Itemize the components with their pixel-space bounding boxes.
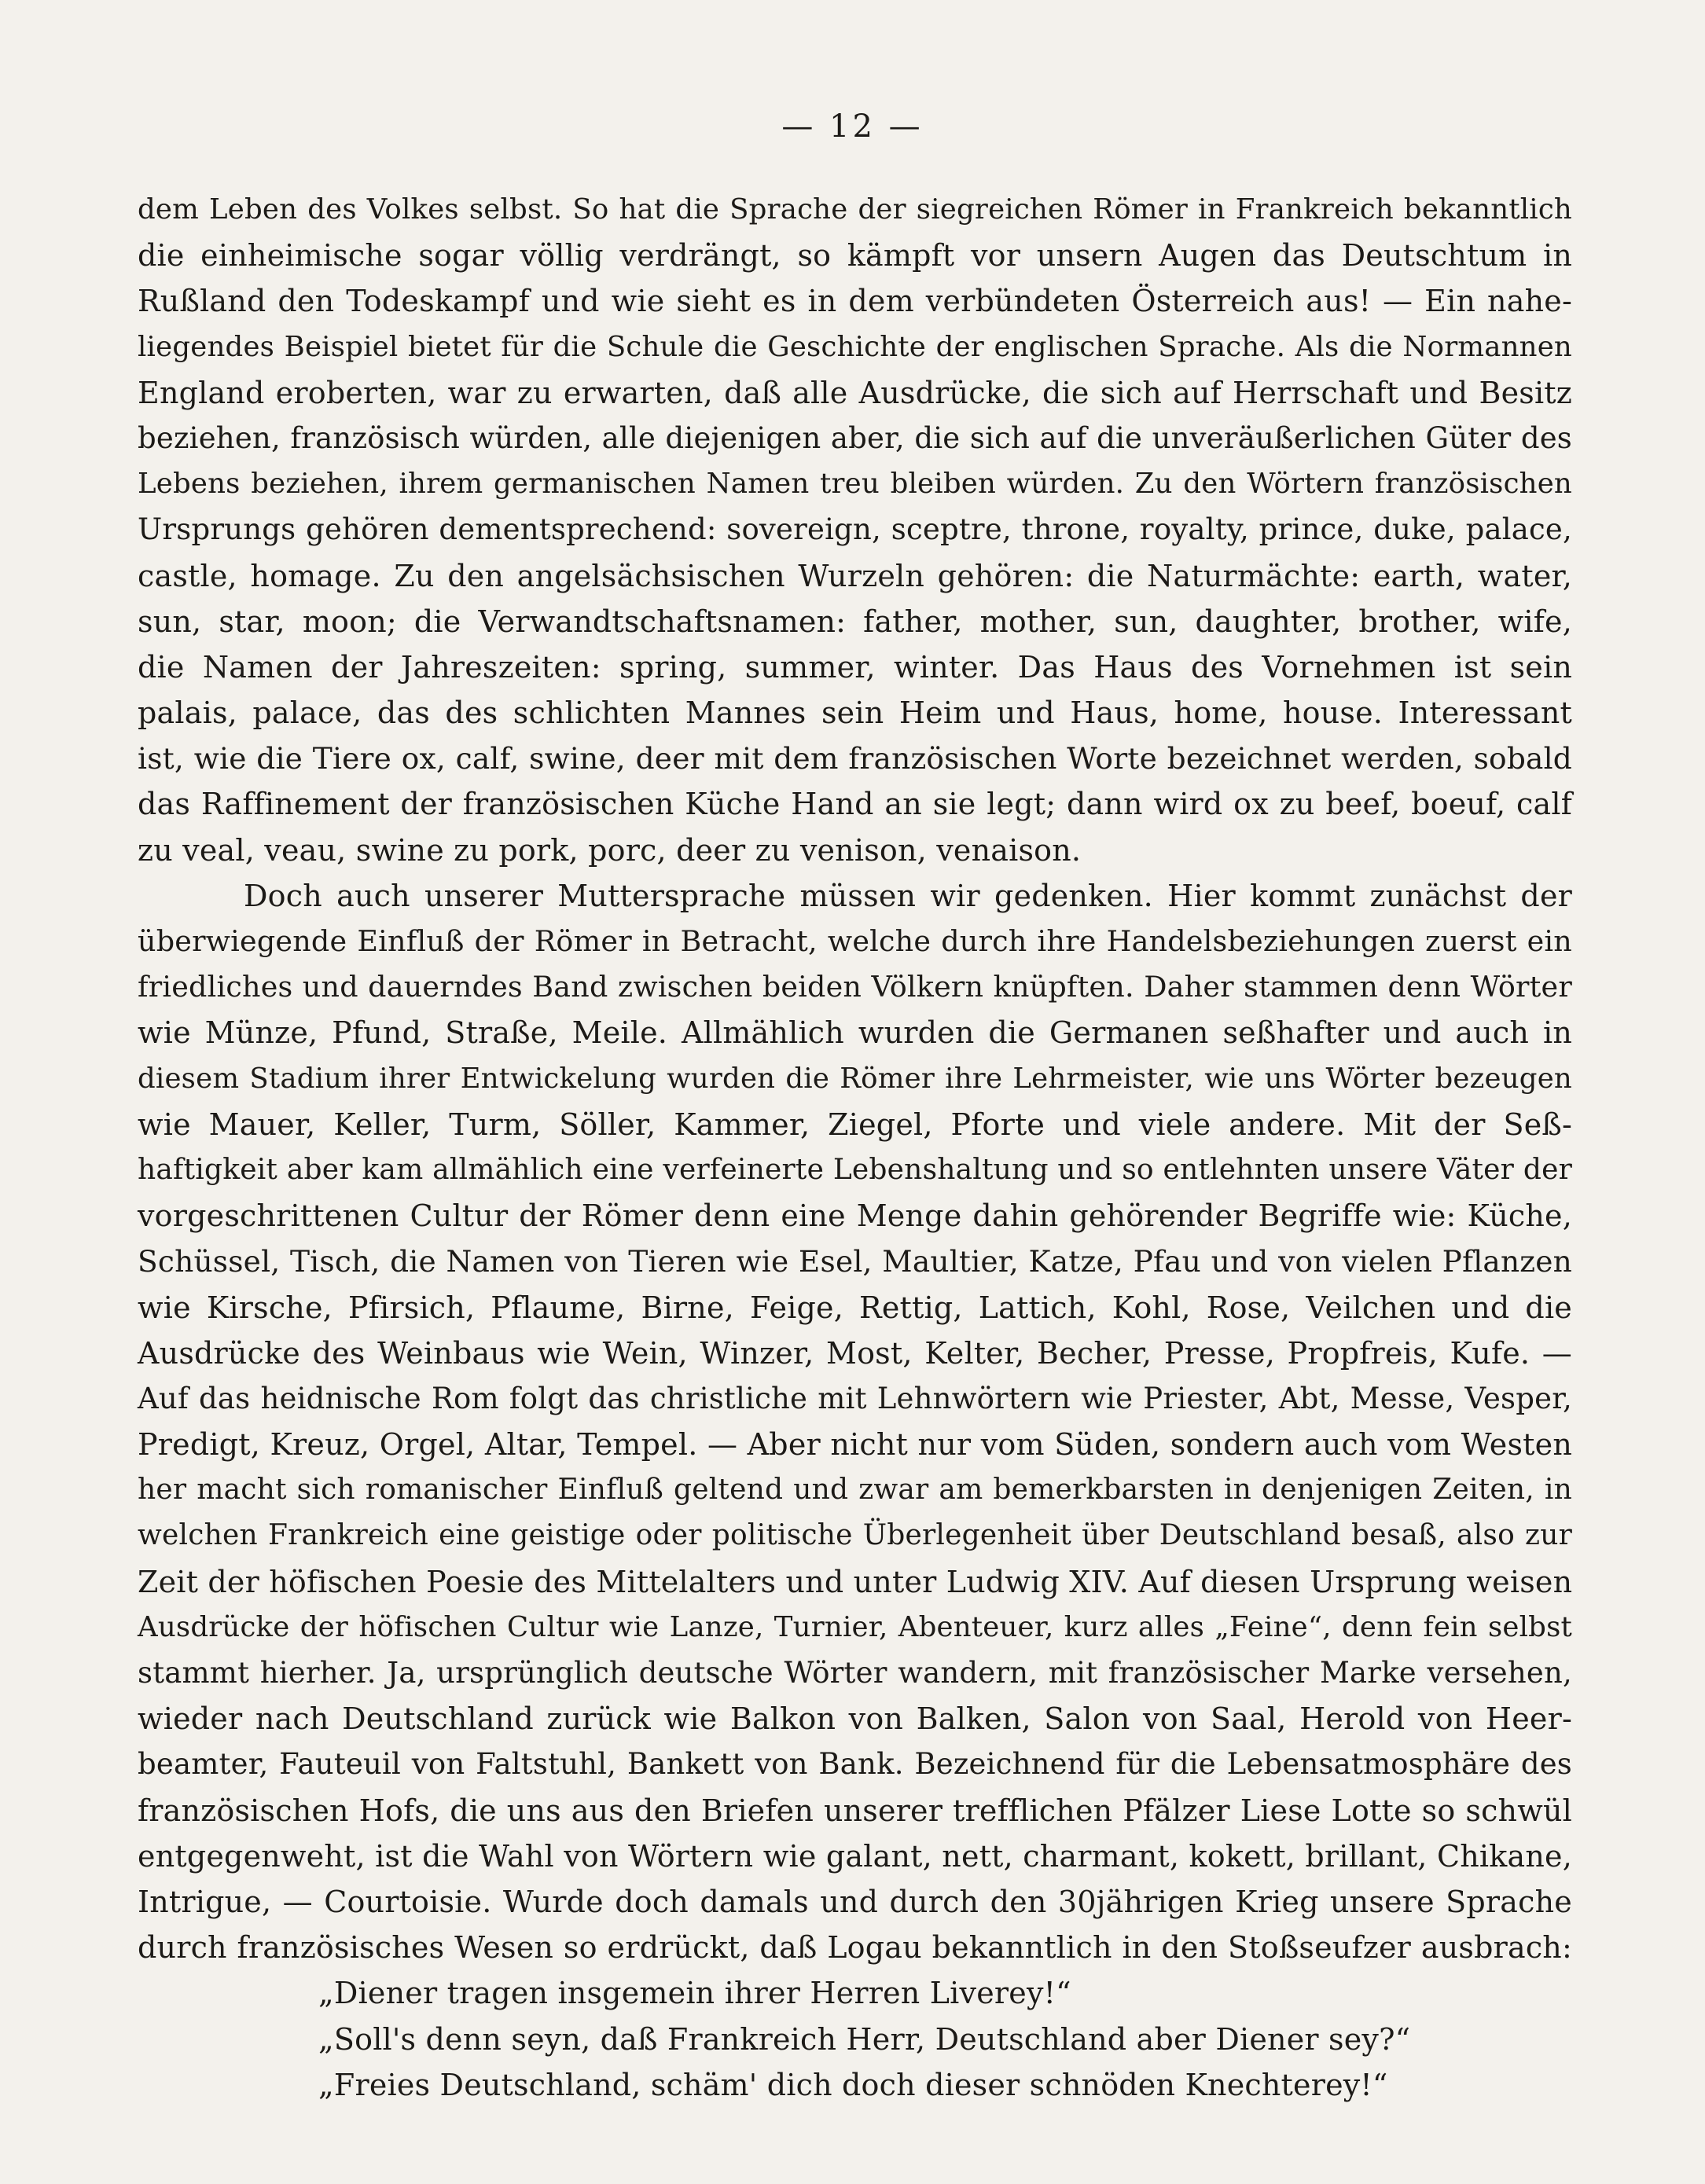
text-line: Zeit der höfischen Poesie des Mittelalters und unter Ludwig XIV. Auf diesen Ursprung weisen <box>138 1564 1573 1599</box>
text-line: Doch auch unserer Muttersprache müssen wir gedenken. Hier kommt zunächst der <box>244 878 1572 913</box>
text-line: vorgeschrittenen Cultur der Römer denn eine Menge dahin gehörender Begriffe wie: Küche, <box>138 1198 1572 1234</box>
text-line: beamter, Fauteuil von Faltstuhl, Bankett von Bank. Bezeichnend für die Lebensatmosphäre des <box>138 1747 1572 1782</box>
text-line: her macht sich romanischer Einfluß geltend und zwar am bemerkbarsten in denjenigen Zeiten, in <box>138 1474 1572 1507</box>
text-line: entgegenweht, ist die Wahl von Wörtern wie galant, nett, charmant, kokett, brillant, Chikane, <box>138 1838 1572 1874</box>
text-line: friedliches und dauerndes Band zwischen beiden Völkern knüpften. Daher stammen denn Wörter <box>138 970 1572 1004</box>
quote-line: „Soll's denn seyn, daß Frankreich Herr, Deutschland aber Diener sey?“ <box>318 2021 1411 2057</box>
text-line: Predigt, Kreuz, Orgel, Altar, Tempel. — Aber nicht nur vom Süden, sondern auch vom Westen <box>138 1427 1572 1463</box>
text-line: Lebens beziehen, ihrem germanischen Namen treu bleiben würden. Zu den Wörtern französischen <box>138 468 1572 501</box>
text-line: Auf das heidnische Rom folgt das christliche mit Lehnwörtern wie Priester, Abt, Messe, Vesper, <box>138 1381 1572 1415</box>
text-line: haftigkeit aber kam allmählich eine verfeinerte Lebenshaltung und so entlehnten unsere Väter der <box>138 1153 1572 1186</box>
text-line: das Raffinement der französischen Küche Hand an sie legt; dann wird ox zu beef, boeuf, calf <box>138 787 1572 822</box>
text-line: die Namen der Jahreszeiten: spring, summer, winter. Das Haus des Vornehmen ist sein <box>138 649 1572 685</box>
text-line: wie Kirsche, Pfirsich, Pflaume, Birne, Feige, Rettig, Lattich, Kohl, Rose, Veilchen und die <box>138 1290 1572 1325</box>
page-number: — 12 — <box>781 108 924 145</box>
text-line: wie Mauer, Keller, Turm, Söller, Kammer, Ziegel, Pforte und viele andere. Mit der Seß- <box>138 1107 1572 1142</box>
text-line: durch französisches Wesen so erdrückt, daß Logau bekanntlich in den Stoßseufzer ausbrach: <box>138 1930 1572 1966</box>
text-line: die einheimische sogar völlig verdrängt, so kämpft vor unsern Augen das Deutschtum in <box>138 238 1572 273</box>
text-line: dem Leben des Volkes selbst. So hat die Sprache der siegreichen Römer in Frankreich bekanntlich <box>138 193 1572 226</box>
text-line: England eroberten, war zu erwarten, daß alle Ausdrücke, die sich auf Herrschaft und Besitz <box>138 375 1572 410</box>
text-line: Rußland den Todeskampf und wie sieht es in dem verbündeten Österreich aus! — Ein nahe- <box>138 284 1572 319</box>
text-line: welchen Frankreich eine geistige oder politische Überlegenheit über Deutschland besaß, also zur <box>138 1519 1572 1552</box>
text-line: castle, homage. Zu den angelsächsischen Wurzeln gehören: die Naturmächte: earth, water, <box>138 558 1572 593</box>
text-line: sun, star, moon; die Verwandtschaftsnamen: father, mother, sun, daughter, brother, wife, <box>138 604 1572 639</box>
text-line: Schüssel, Tisch, die Namen von Tieren wie Esel, Maultier, Katze, Pfau und von vielen Pflanzen <box>138 1244 1572 1279</box>
text-line: ist, wie die Tiere ox, calf, swine, deer mit dem französischen Worte bezeichnet werden, sobald <box>138 741 1572 776</box>
quote-line: „Diener tragen insgemein ihrer Herren Liverey!“ <box>318 1976 1071 2011</box>
text-line: liegendes Beispiel bietet für die Schule die Geschichte der englischen Sprache. Als die Normannen <box>138 330 1572 363</box>
text-line: Intrigue, — Courtoisie. Wurde doch damals und durch den 30jährigen Krieg unsere Sprache <box>138 1884 1572 1919</box>
text-line: Ausdrücke des Weinbaus wie Wein, Winzer, Most, Kelter, Becher, Presse, Propfreis, Kufe. — <box>138 1335 1572 1371</box>
text-line: zu veal, veau, swine zu pork, porc, deer zu venison, venaison. <box>138 832 1082 868</box>
text-line: beziehen, französisch würden, alle diejenigen aber, die sich auf die unveräußerlichen Güter des <box>138 420 1572 455</box>
text-line: überwiegende Einfluß der Römer in Betracht, welche durch ihre Handelsbeziehungen zuerst ein <box>138 924 1572 958</box>
text-line: diesem Stadium ihrer Entwickelung wurden die Römer ihre Lehrmeister, wie uns Wörter bezeugen <box>138 1062 1572 1095</box>
text-line: palais, palace, das des schlichten Mannes sein Heim und Haus, home, house. Interessant <box>138 696 1572 731</box>
text-line: französischen Hofs, die uns aus den Briefen unserer trefflichen Pfälzer Liese Lotte so schwül <box>138 1793 1572 1828</box>
text-line: wieder nach Deutschland zurück wie Balkon von Balken, Salon von Saal, Herold von Heer- <box>138 1701 1572 1737</box>
text-line: stammt hierher. Ja, ursprünglich deutsche Wörter wandern, mit französischer Marke versehen, <box>138 1656 1572 1690</box>
body-text <box>138 187 1572 2108</box>
text-line: Ausdrücke der höfischen Cultur wie Lanze, Turnier, Abenteuer, kurz alles „Feine“, denn fein selbst <box>138 1610 1572 1643</box>
quote-line: „Freies Deutschland, schäm' dich doch dieser schnöden Knechterey!“ <box>318 2067 1388 2102</box>
text-line: wie Münze, Pfund, Straße, Meile. Allmählich wurden die Germanen seßhafter und auch in <box>138 1015 1572 1051</box>
text-line: Ursprungs gehören dementsprechend: sovereign, sceptre, throne, royalty, prince, duke, palace, <box>138 512 1572 547</box>
